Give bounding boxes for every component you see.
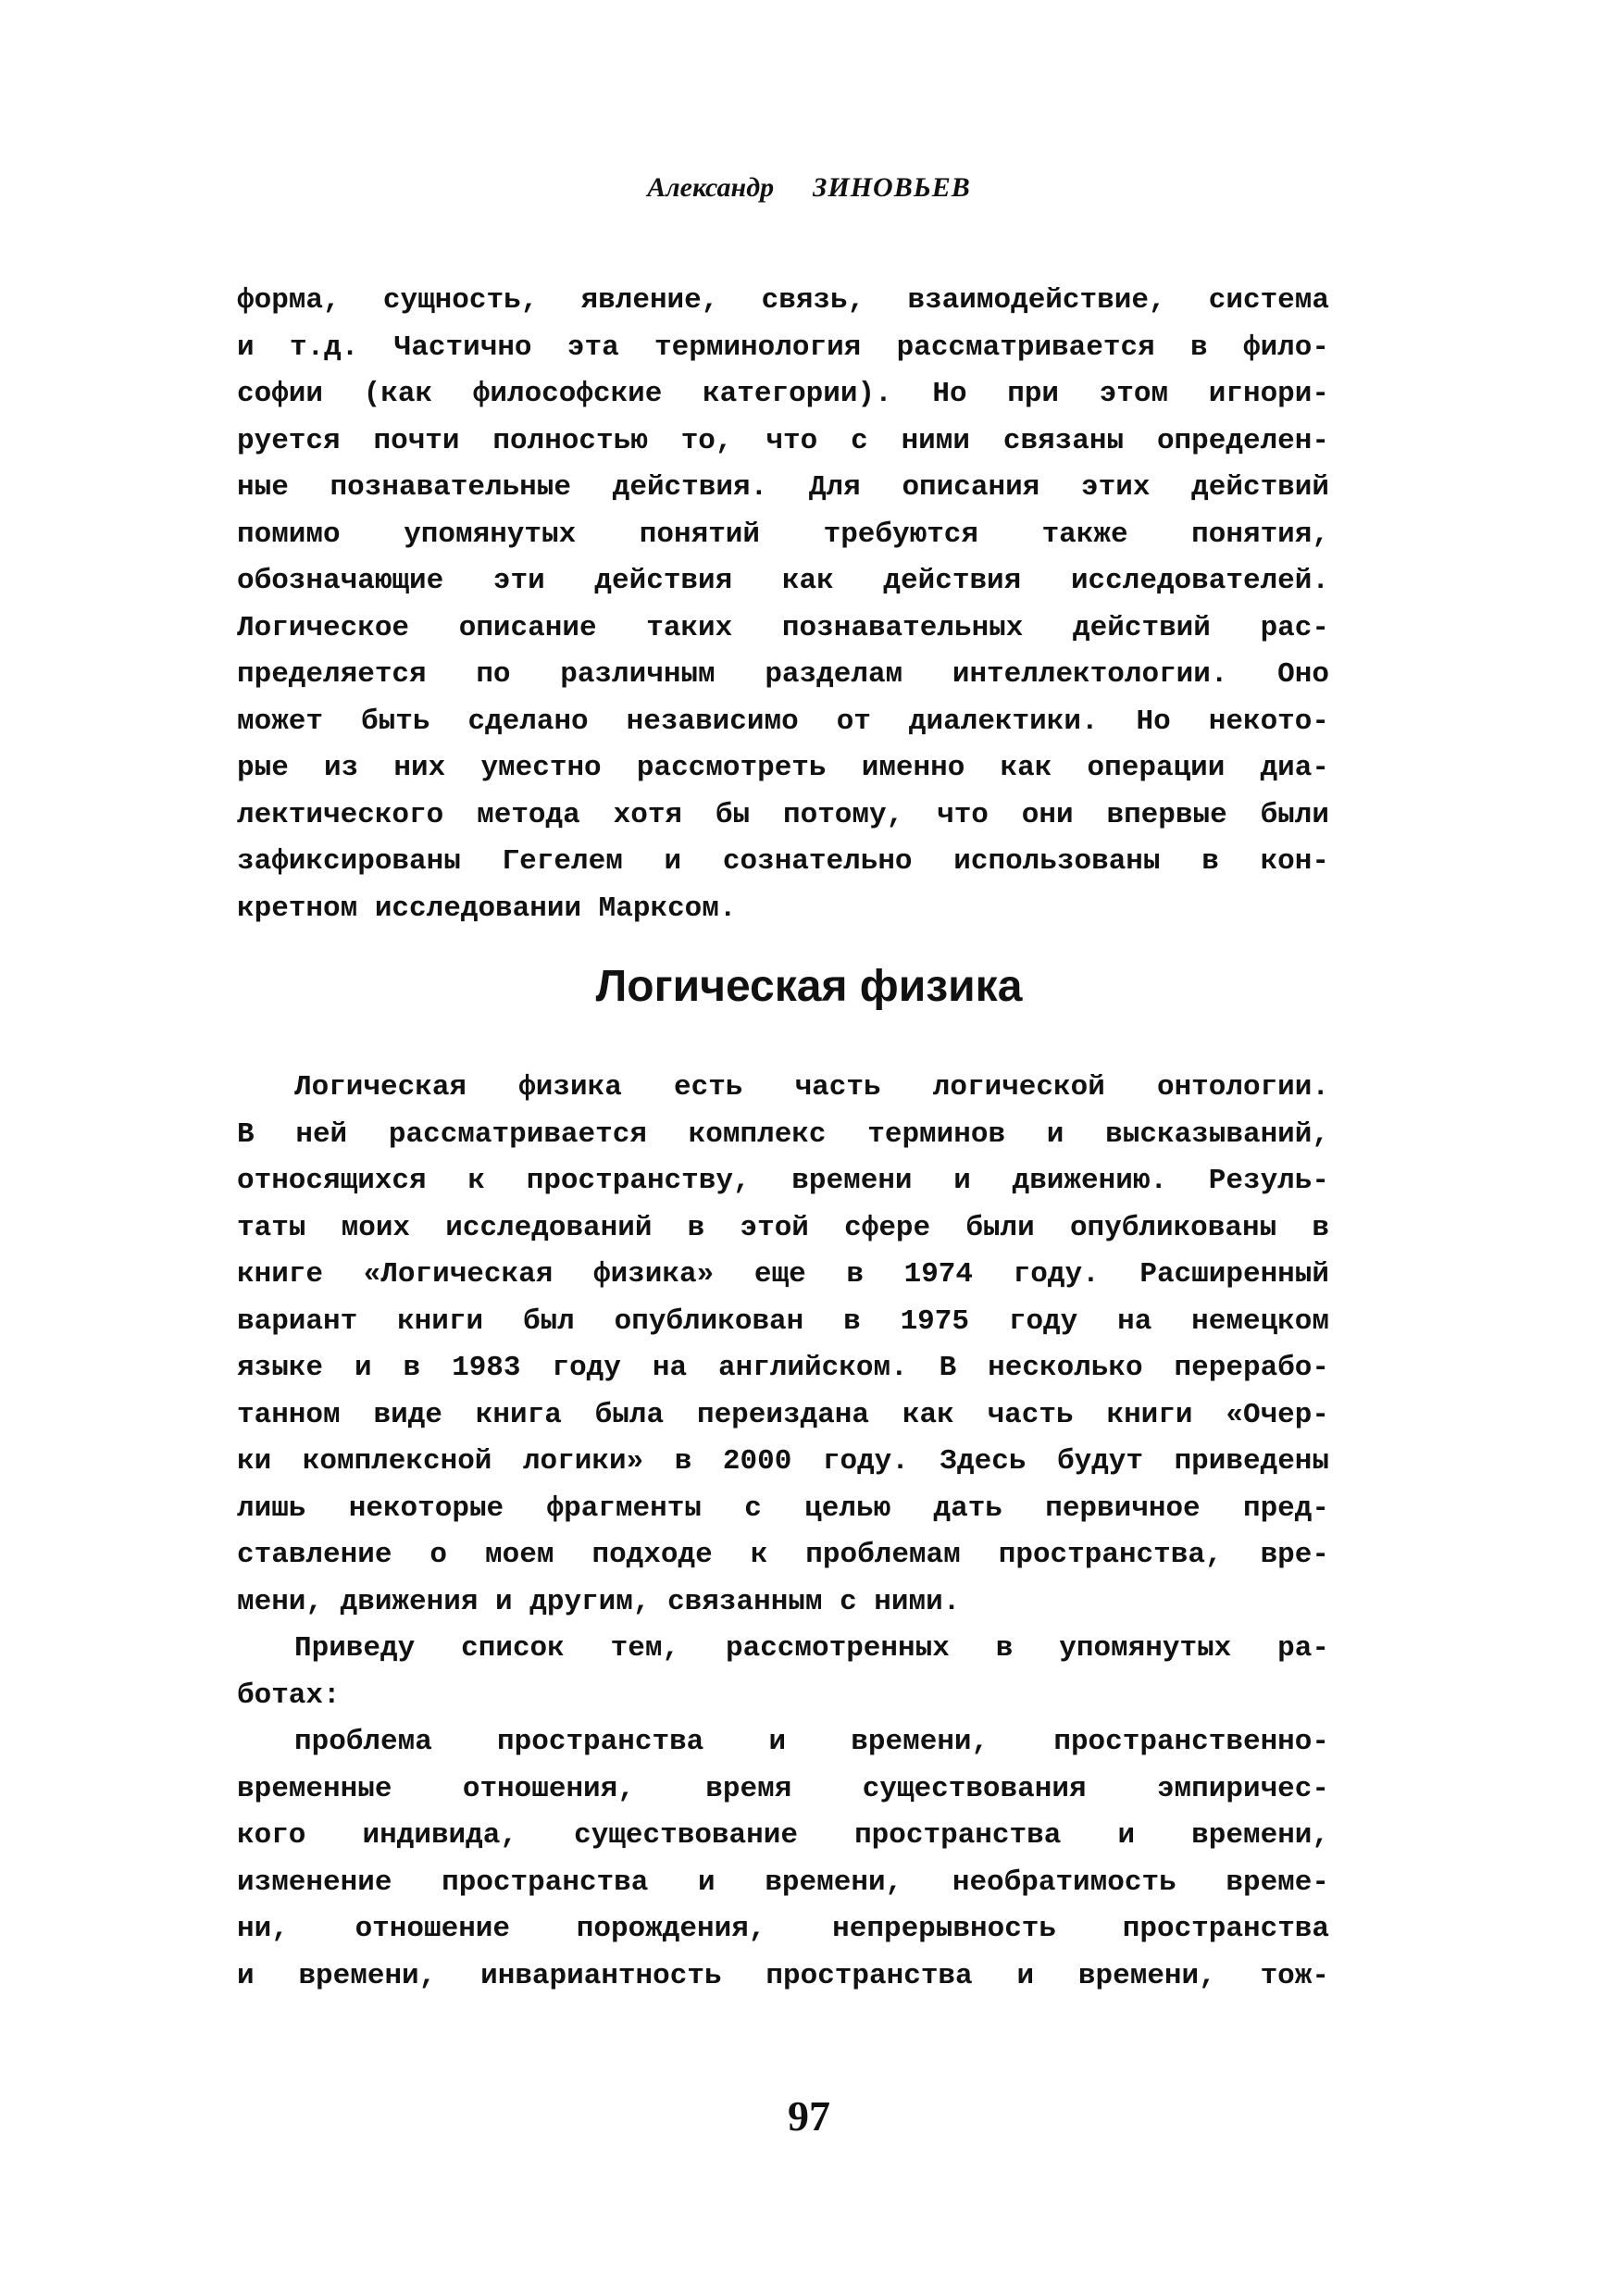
text-line: зафиксированы Гегелем и сознательно использованы в кон- [237,845,1329,878]
text-line: и времени, инвариантность пространства и времени, тож- [237,1959,1329,1992]
text-line: изменение пространства и времени, необратимость време- [237,1866,1329,1899]
text-line: ни, отношение порождения, непрерывность пространства [237,1913,1329,1945]
text-line: вариант книги был опубликован в 1975 году на немецком [237,1304,1329,1338]
author-last-name: ЗИНОВЬЕВ [813,172,971,203]
text-line: книге «Логическая физика» еще в 1974 году. Расширенный [237,1258,1329,1291]
text-line: ки комплексной логики» в 2000 году. Здесь будут приведены [237,1445,1329,1478]
text-line: ные познавательные действия. Для описания этих действий [237,471,1329,504]
text-line: руется почти полностью то, что с ними связаны определен- [237,424,1329,457]
text-line: языке и в 1983 году на английском. В несколько перерабо- [237,1352,1329,1384]
text-line: Логическое описание таких познавательных действий рас- [237,611,1329,644]
text-line: и т.д. Частично эта терминология рассматривается в фило- [237,331,1329,364]
text-line: помимо упомянутых понятий требуются также понятия, [237,518,1329,551]
text-line: обозначающие эти действия как действия исследователей. [237,565,1329,597]
text-line: Приведу список тем, рассмотренных в упомянутых ра- [294,1632,1329,1665]
page-number: 97 [788,2092,830,2140]
text-line: ставление о моем подходе к проблемам пространства, вре- [237,1539,1329,1571]
text-line: относящихся к пространству, времени и движению. Резуль- [237,1165,1329,1197]
text-line: кретном исследовании Марксом. [237,892,737,925]
section-heading: Логическая физика [595,962,1023,1011]
text-line: проблема пространства и времени, пространственно- [294,1726,1329,1758]
text-line: В ней рассматривается комплекс терминов и высказываний, [237,1117,1329,1151]
running-head [0,169,1618,206]
text-line: мени, движения и другим, связанным с ними. [237,1585,961,1618]
text-line: рые из них уместно рассмотреть именно как операции диа- [237,752,1329,784]
text-line: таты моих исследований в этой сфере были опубликованы в [237,1211,1329,1244]
text-line: танном виде книга была переиздана как часть книги «Очер- [237,1398,1329,1431]
text-line: Логическая физика есть часть логической онтологии. [294,1071,1329,1104]
paragraph-continued [237,278,1329,932]
text-line: кого индивида, существование пространства и времени, [237,1819,1329,1852]
text-line: форма, сущность, явление, связь, взаимодействие, система [237,284,1329,317]
text-line: софии (как философские категории). Но при этом игнори- [237,378,1329,410]
text-line: пределяется по различным разделам интеллектологии. Оно [237,658,1329,691]
section-body [237,1065,1329,2000]
text-line: лишь некоторые фрагменты с целью дать первичное пред- [237,1491,1329,1525]
text-line: лектического метода хотя бы потому, что они впервые были [237,798,1329,831]
author-first-name: Александр [647,172,775,203]
text-line: может быть сделано независимо от диалектики. Но некото- [237,705,1329,738]
text-line: ботах: [237,1678,341,1712]
text-line: временные отношения, время существования эмпиричес- [237,1772,1329,1805]
